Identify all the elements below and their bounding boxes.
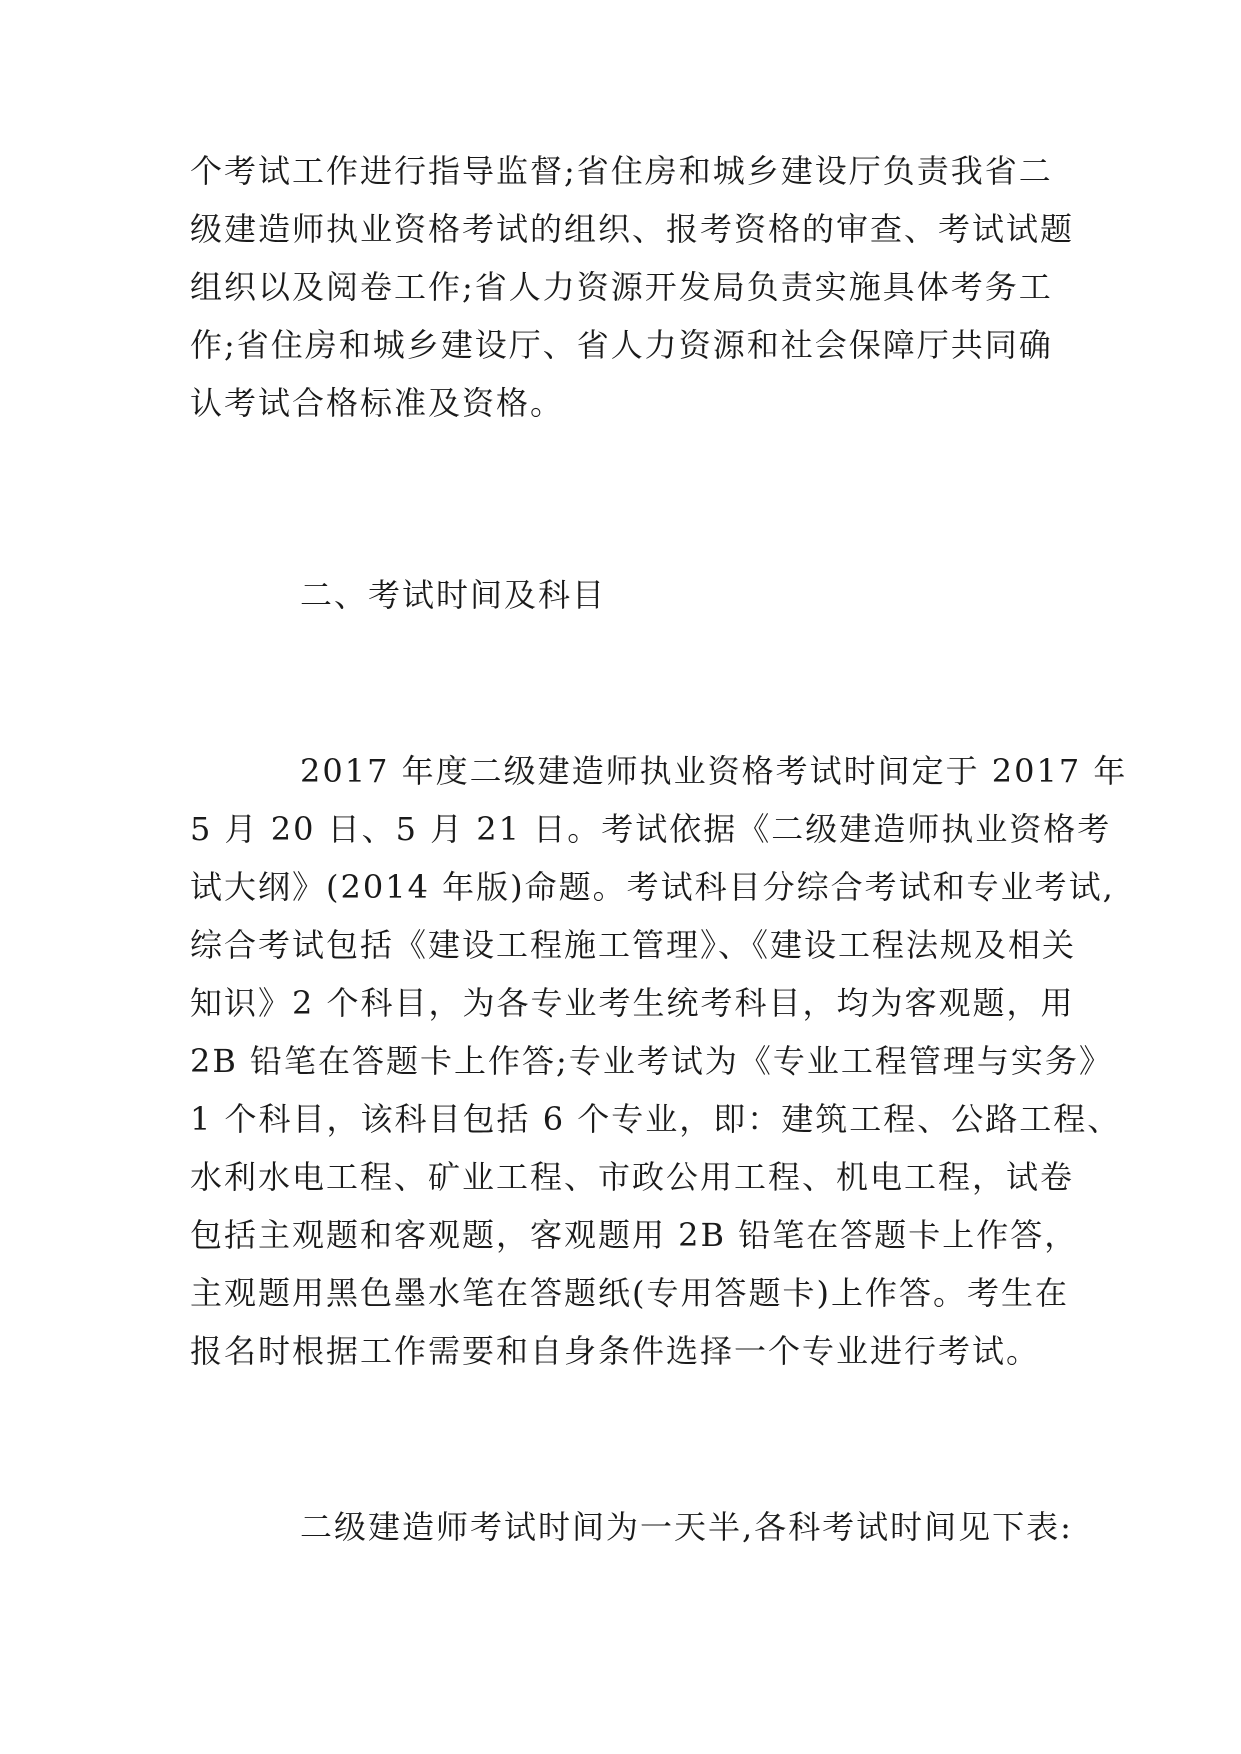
paragraph-2-line-5: 知识》2 个科目，为各专业考生统考科目，均为客观题，用: [190, 984, 1075, 1022]
paragraph-2-line-10: 主观题用黑色墨水笔在答题纸(专用答题卡)上作答。考生在: [190, 1274, 1069, 1312]
paragraph-2-line-4: 综合考试包括《建设工程施工管理》、《建设工程法规及相关: [190, 926, 1077, 964]
paragraph-1-line-4: 作;省住房和城乡建设厅、省人力资源和社会保障厅共同确: [190, 326, 1053, 364]
paragraph-2-line-1: 2017 年度二级建造师执业资格考试时间定于 2017 年: [300, 752, 1128, 790]
paragraph-2-line-2: 5 月 20 日、5 月 21 日。考试依据《二级建造师执业资格考: [190, 810, 1112, 848]
paragraph-2-line-9: 包括主观题和客观题，客观题用 2B 铅笔在答题卡上作答，: [190, 1216, 1079, 1254]
paragraph-1-line-5: 认考试合格标准及资格。: [190, 384, 565, 422]
paragraph-1-line-2: 级建造师执业资格考试的组织、报考资格的审查、考试试题: [190, 210, 1075, 248]
paragraph-3: 二级建造师考试时间为一天半,各科考试时间见下表:: [300, 1508, 1073, 1546]
paragraph-1-line-3: 组织以及阅卷工作;省人力资源开发局负责实施具体考务工: [190, 268, 1053, 306]
paragraph-2-line-8: 水利水电工程、矿业工程、市政公用工程、机电工程，试卷: [190, 1158, 1075, 1196]
paragraph-1-line-1: 个考试工作进行指导监督;省住房和城乡建设厅负责我省二: [190, 152, 1053, 190]
paragraph-2-line-11: 报名时根据工作需要和自身条件选择一个专业进行考试。: [190, 1332, 1041, 1370]
paragraph-2-line-7: 1 个科目，该科目包括 6 个专业，即：建筑工程、公路工程、: [190, 1100, 1122, 1138]
section-heading: 二、考试时间及科目: [300, 576, 607, 614]
paragraph-2-line-3: 试大纲》(2014 年版)命题。考试科目分综合考试和专业考试,: [190, 868, 1115, 906]
paragraph-2-line-6: 2B 铅笔在答题卡上作答;专业考试为《专业工程管理与实务》: [190, 1042, 1113, 1080]
